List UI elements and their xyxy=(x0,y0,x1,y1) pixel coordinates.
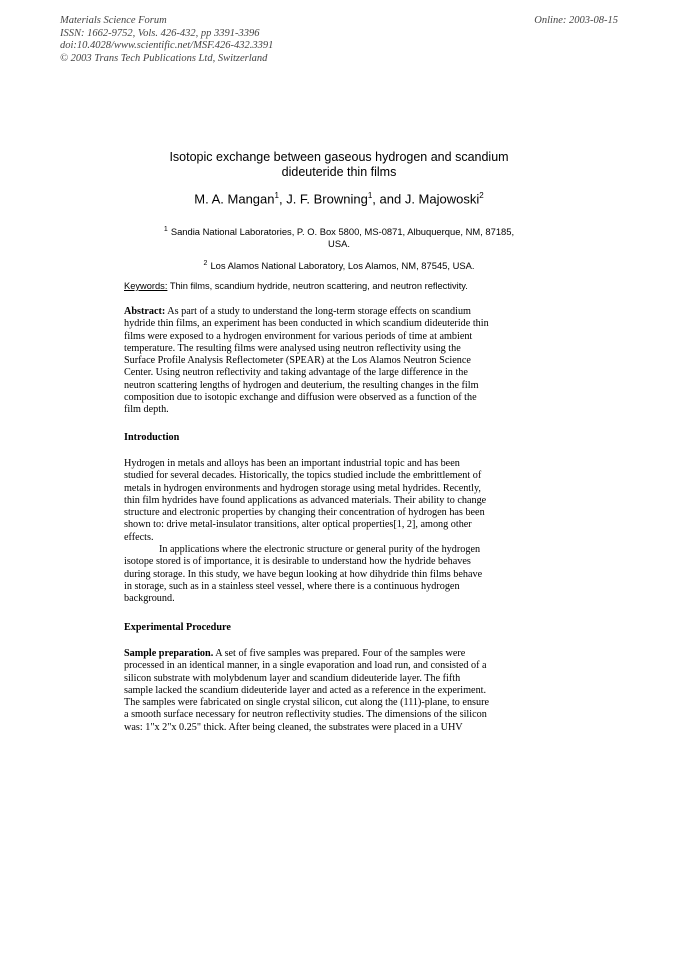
paragraph-line: A set of five samples was prepared. Four of the samples were xyxy=(215,648,466,659)
abstract-line: Center. Using neutron reflectivity and taking advantage of the large difference in the xyxy=(124,367,468,379)
author-name: J. F. Browning xyxy=(286,191,368,207)
author-separator: , and xyxy=(372,191,405,207)
paragraph-line: background. xyxy=(124,593,175,605)
paragraph-line: silicon substrate with molybdenum layer and scandium dideuteride layer. The fifth xyxy=(124,672,461,684)
keywords-label: Keywords: xyxy=(124,281,168,291)
section-heading-introduction: Introduction xyxy=(124,432,180,443)
author-name: J. Majowoski xyxy=(404,191,480,207)
author-list xyxy=(120,191,558,206)
paragraph-line: In applications where the electronic structure or general purity of the hydrogen xyxy=(159,544,481,556)
issn-line: ISSN: 1662-9752, Vols. 426-432, pp 3391-3396 xyxy=(60,27,260,39)
paragraph-line: in storage, such as in a stainless steel vessel, where there is a continuous hydrogen xyxy=(124,580,460,592)
abstract-line: neutron scattering lengths of hydrogen and deuterium, the resulting changes in the film xyxy=(124,379,479,391)
author-affiliation-mark: 2 xyxy=(479,191,484,200)
doi-line: doi:10.4028/www.scientific.net/MSF.426-432.3391 xyxy=(60,40,274,52)
paragraph-line: structure and electronic properties by changing their concentration of hydrogen has been xyxy=(124,507,485,519)
introduction-body xyxy=(124,458,544,606)
abstract-line: hydride thin films, an experiment has been conducted in which scandium dideuteride thin xyxy=(124,318,489,330)
paragraph-line: a smooth surface necessary for neutron reflectivity studies. The dimensions of the silicon xyxy=(124,709,487,721)
paragraph-line: studied for several decades. Historically, the topics studied include the embrittlement of xyxy=(124,470,482,482)
subsection-label: Sample preparation. xyxy=(124,648,214,659)
keywords-text: Thin films, scandium hydride, neutron scattering, and neutron reflectivity. xyxy=(169,281,468,291)
paragraph-line: Hydrogen in metals and alloys has been an important industrial topic and has been xyxy=(124,458,460,469)
abstract-line: film depth. xyxy=(124,404,169,416)
copyright-line: © 2003 Trans Tech Publications Ltd, Switzerland xyxy=(60,52,268,64)
keywords xyxy=(124,281,564,291)
abstract-line: composition due to isotopic exchange and diffusion were observed as a function of the xyxy=(124,392,477,404)
paragraph-line: metals in hydrogen environments and hydrogen storage using metal hydrides. Recently, xyxy=(124,482,481,494)
section-heading-experimental: Experimental Procedure xyxy=(124,622,231,633)
abstract-line: Surface Profile Analysis Reflectometer (SPEAR) at the Los Alamos Neutron Science xyxy=(124,355,471,367)
journal-header xyxy=(60,15,480,65)
paragraph-line: thin film hydrides have found applications as advanced materials. Their ability to change xyxy=(124,494,487,506)
title-line-1: Isotopic exchange between gaseous hydrogen and scandium xyxy=(169,150,509,164)
affiliation-number: 2 xyxy=(203,260,208,267)
paragraph-line: sample lacked the scandium dideuteride layer and acted as a reference in the experiment. xyxy=(124,684,487,696)
experimental-body xyxy=(124,648,544,734)
journal-name: Materials Science Forum xyxy=(60,15,167,26)
paragraph-line: during storage. In this study, we have begun looking at how dihydride thin films behave xyxy=(124,568,483,580)
paragraph-line: The samples were fabricated on single crystal silicon, cut along the (111)-plane, to ensure xyxy=(124,697,490,709)
paragraph-line: shown to: drive metal-insulator transitions, alter optical properties[1, 2], among other xyxy=(124,519,472,531)
title-line-2: dideuteride thin films xyxy=(281,165,397,179)
affiliation-text: Los Alamos National Laboratory, Los Alamos, NM, 87545, USA. xyxy=(210,260,475,272)
author-separator: , xyxy=(278,191,287,207)
affiliation-1 xyxy=(130,224,548,250)
abstract-line: As part of a study to understand the long-term storage effects on scandium xyxy=(167,306,471,317)
author-affiliation-mark: 1 xyxy=(367,191,373,200)
abstract-line: temperature. The resulting films were analysed using neutron reflectivity using the xyxy=(124,342,461,354)
author-name: M. A. Mangan xyxy=(194,191,275,207)
paragraph-line: processed in an identical manner, in a single evaporation and load run, and consisted of a xyxy=(124,660,487,672)
affiliation-text: Sandia National Laboratories, P. O. Box 5800, MS-0871, Albuquerque, NM, 87185, xyxy=(170,226,515,238)
affiliation-number: 1 xyxy=(163,226,168,233)
abstract-line: films were exposed to a hydrogen environment for various periods of time at ambient xyxy=(124,330,473,342)
affiliation-text: USA. xyxy=(328,238,350,250)
paper-title xyxy=(120,150,558,180)
affiliation-2 xyxy=(120,258,558,272)
online-date: Online: 2003-08-15 xyxy=(534,15,618,26)
paragraph-line: isotope stored is of importance, it is desirable to understand how the hydride behaves xyxy=(124,556,471,568)
paragraph-line: effects. xyxy=(124,531,154,543)
abstract-label: Abstract: xyxy=(124,306,166,317)
author-affiliation-mark: 1 xyxy=(274,191,279,200)
paragraph-line: was: 1"x 2"x 0.25" thick. After being cleaned, the substrates were placed in a UHV xyxy=(124,721,463,733)
abstract xyxy=(124,306,544,417)
